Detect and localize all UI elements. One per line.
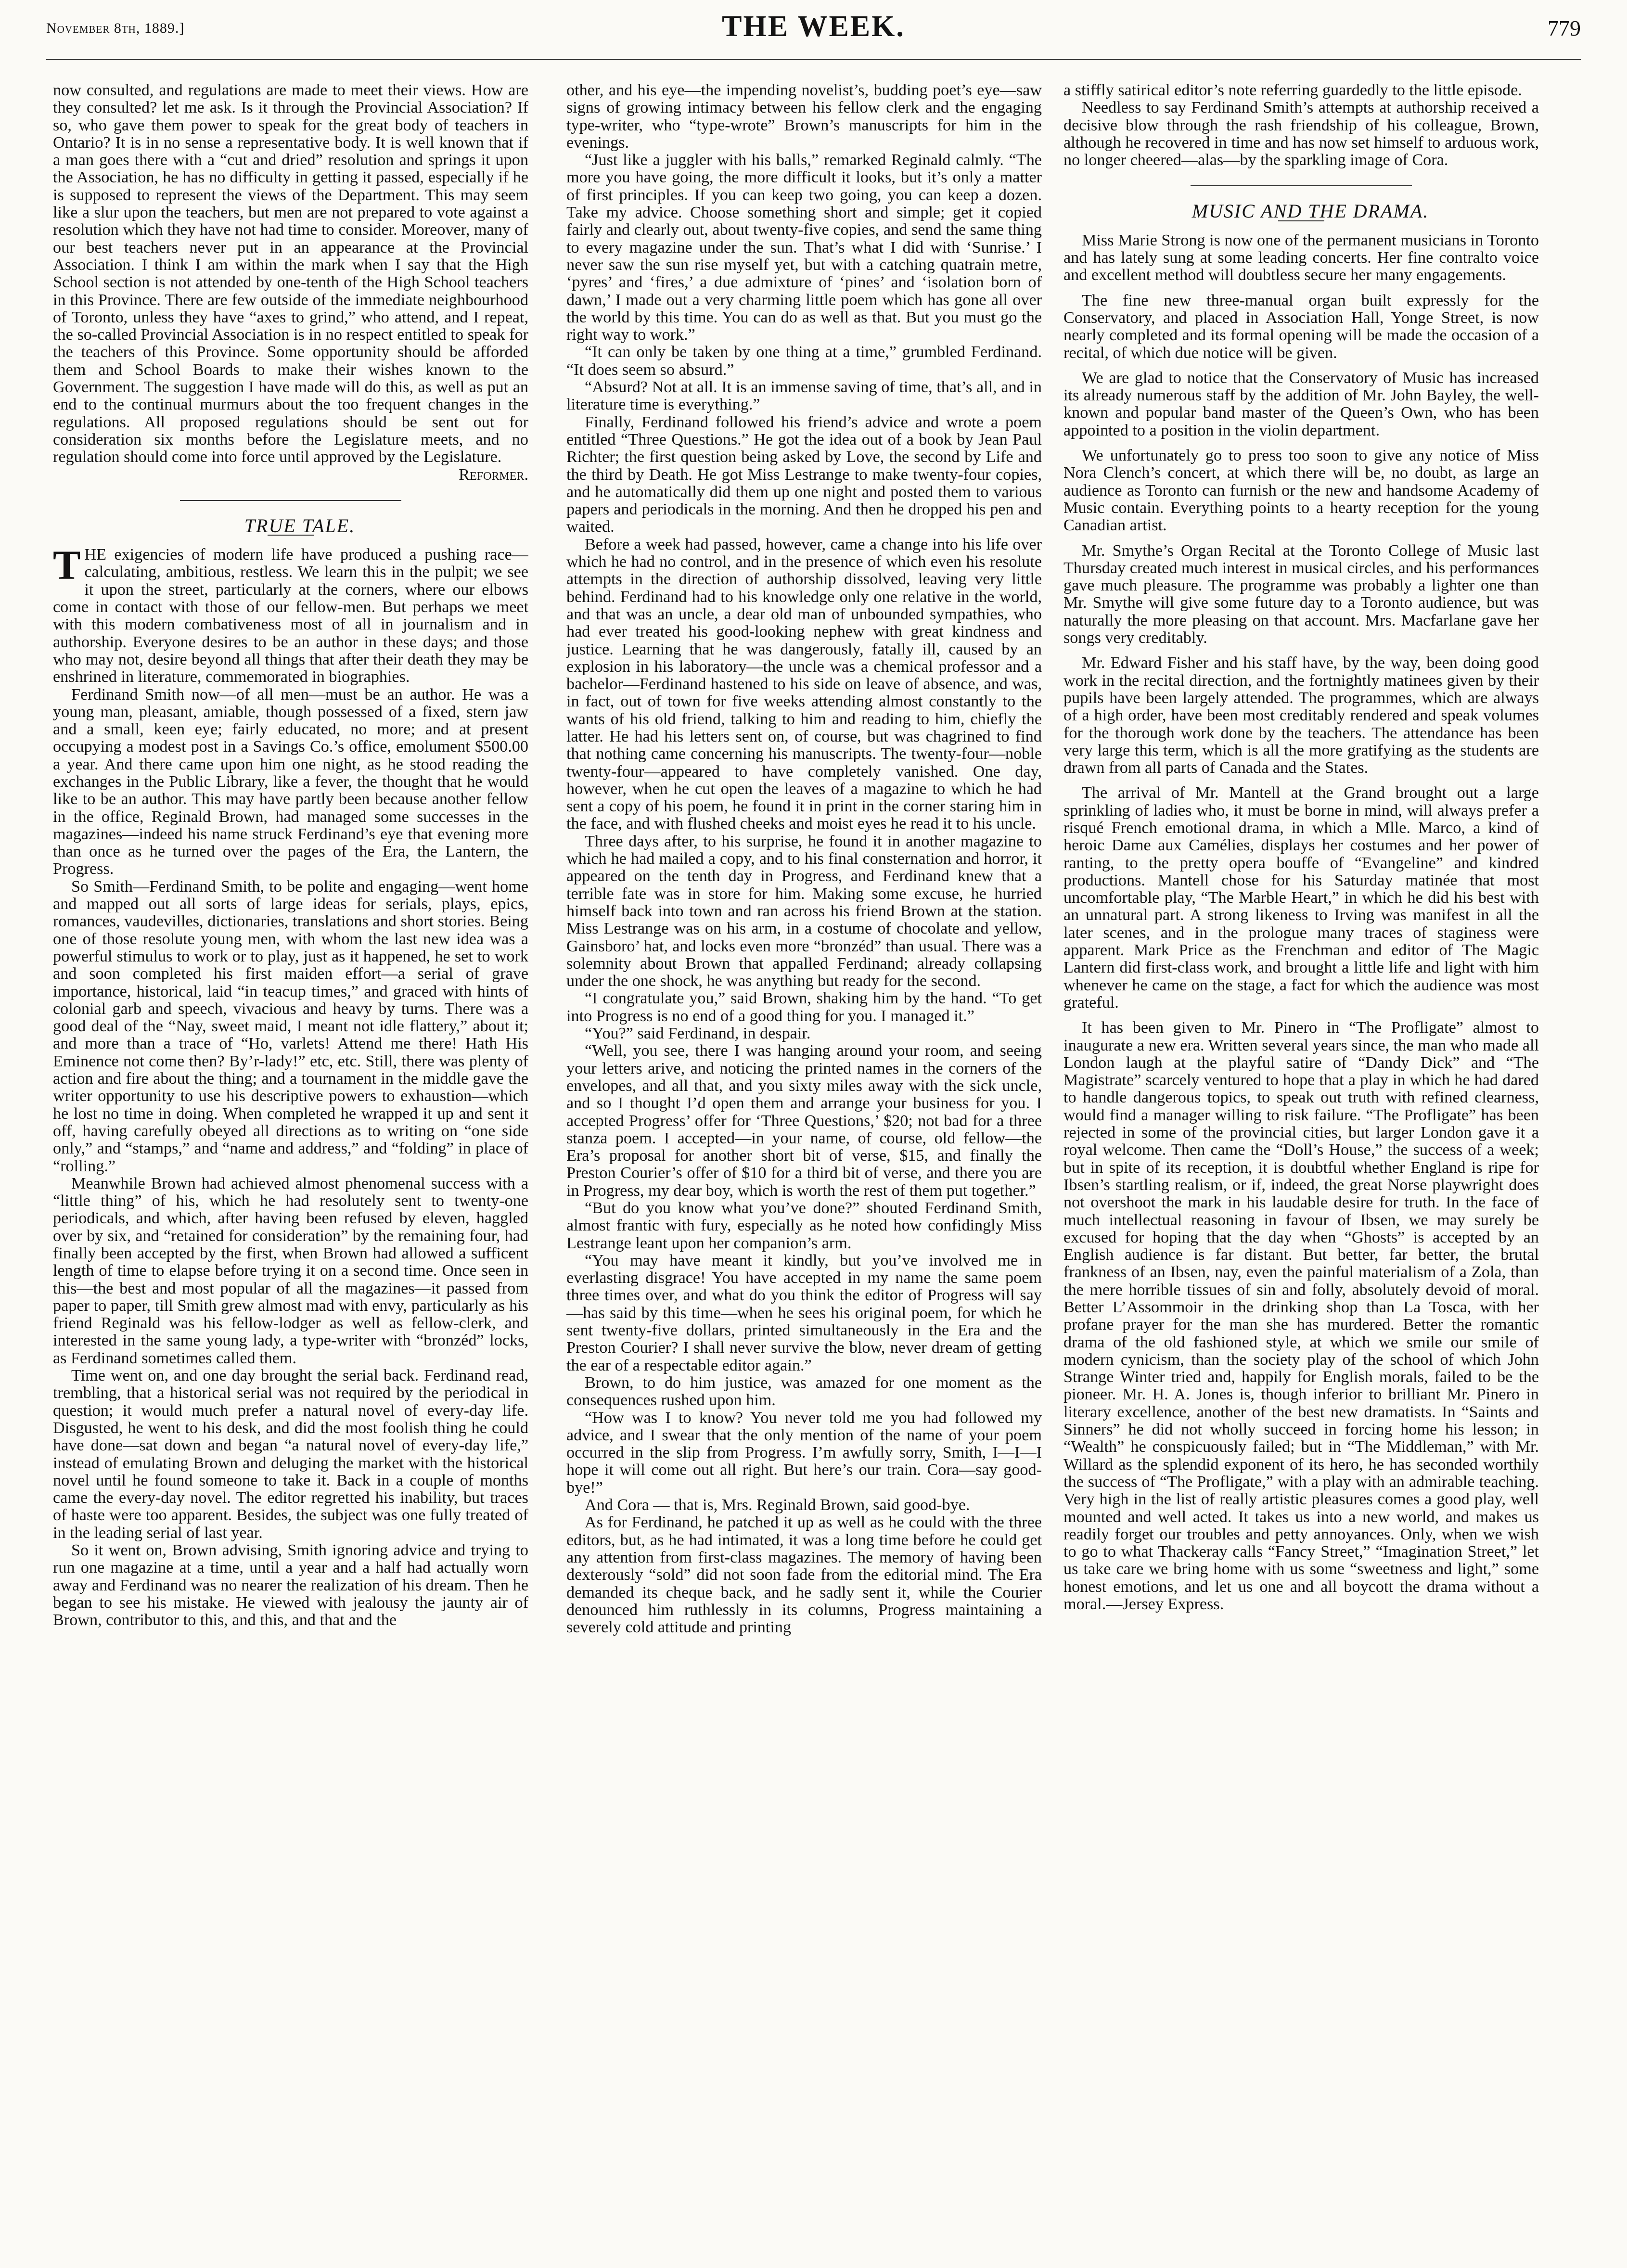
column-3 (1063, 82, 1539, 2238)
publication-title: THE WEEK. (722, 10, 905, 43)
story-paragraph: “You?” said Ferdinand, in despair. (585, 1025, 811, 1043)
letter-signature: Reformer. (459, 465, 528, 484)
drop-cap: T (53, 542, 81, 589)
masthead (46, 7, 1581, 51)
story-paragraph: “Just like a juggler with his balls,” remarked Reginald calmly. “The more you have going, the more difficult it looks, but it’s only a matter of first principles. If you can keep two going, you can keep a dozen. Take my advice. Choose something short and simple; get it copied fairly and clearly out, about twenty-five copies, and send the same thing to every magazine under the sun. That’s what I did with ‘Sunrise.’ I never saw the sun rise myself yet, but with a catching quatrain metre, ‘pyres’ and ‘fires,’ a due admixture of ‘pines’ and ‘isolation born of dawn,’ I made out a very charming little poem which has gone all over the world by this time. You can do as well as that. But you must go the right way to work.” (566, 151, 1042, 344)
story-paragraph: Needless to say Ferdinand Smith’s attempts at authorship received a decisive blow through the rash friendship of his colleague, Brown, although he recovered in time and has now set himself to arduous work, no longer cheered—alas—by the sparkling image of Cora. (1063, 99, 1539, 169)
masthead-rule (46, 58, 1581, 60)
story-paragraph: “It can only be taken by one thing at a time,” grumbled Ferdinand. “It does seem so absurd.” (566, 343, 1042, 379)
story-paragraph: As for Ferdinand, he patched it up as well as he could with the three editors, but, as he had intimated, it was a long time before he could get any attention from first-class magazines. The memory of having been dexterously “sold” did not soon fade from the editorial mind. The Era demanded its cheque back, and he sadly sent it, while the Courier denounced him ruthlessly in its columns, Progress maintaining a severely cold attitude and printing (566, 1513, 1042, 1637)
music-paragraph: We are glad to notice that the Conservatory of Music has increased its already numerous staff by the addition of Mr. John Bayley, the well-known and popular band master of the Queen’s Own, who has been appointed to a position in the violin department. (1063, 369, 1539, 439)
music-paragraph: We unfortunately go to press too soon to give any notice of Miss Nora Clench’s concert, at which there will be, no doubt, as large an audience as Toronto can furnish or the new and handsome Academy of Music contain. Everything points to a hearty reception for the young Canadian artist. (1063, 447, 1539, 535)
issue-date: November 8th, 1889.] (46, 20, 185, 36)
column-2 (566, 82, 1042, 2238)
story-paragraph: So it went on, Brown advising, Smith ignoring advice and trying to run one magazine at a time, until a year and a half had actually worn away and Ferdinand was no nearer the realization of his dream. Then he began to see his mistake. He viewed with jealousy the jaunty air of Brown, contributor to this, and this, and that and the (53, 1541, 528, 1629)
story-paragraph: other, and his eye—the impending novelist’s, budding poet’s eye—saw signs of growing intimacy between his fellow clerk and the engaging type-writer, who “type-wrote” Brown’s manuscripts for him in the evenings. (566, 82, 1042, 152)
section-title-music-drama: MUSIC AND THE DRAMA. (1191, 200, 1429, 222)
story-paragraph: “But do you know what you’ve done?” shouted Ferdinand Smith, almost frantic with fury, especially as he noted how confidingly Miss Lestrange leant upon her companion’s arm. (566, 1199, 1042, 1252)
story-paragraph: Brown, to do him justice, was amazed for one moment as the consequences rushed upon him. (566, 1373, 1042, 1409)
section-divider (1191, 185, 1412, 186)
section-divider (180, 500, 401, 501)
story-paragraph: Ferdinand Smith now—of all men—must be an author. He was a young man, pleasant, amiable, though possessed of a fixed, stern jaw and a small, keen eye; fairly educated, no more; and at present occupying a modest post in a Savings Co.’s office, emolument $500.00 a year. And there came upon him one night, as he stood reading the exchanges in the Public Library, like a fever, the thought that he would like to be an author. This may have partly been because another fellow in the office, Reginald Brown, had managed some successes in the magazines—indeed his name struck Ferdinand’s eye that evening more than once as he turned over the pages of the Era, the Lantern, the Progress. (53, 685, 528, 878)
music-paragraph: The fine new three-manual organ built expressly for the Conservatory, and placed in Association Hall, Yonge Street, is now nearly completed and its formal opening will be made the occasion of a recital, of which due notice will be given. (1063, 291, 1539, 362)
story-paragraph: “Absurd? Not at all. It is an immense saving of time, that’s all, and in literature time is everything.” (566, 378, 1042, 414)
story-paragraph: “How was I to know? You never told me you had followed my advice, and I swear that the only mention of the name of your poem occurred in the slip from Progress. I’m awfully sorry, Smith, I—I—I hope it will come out all right. But here’s our train. Cora—say good-bye!” (566, 1409, 1042, 1497)
story-paragraph: “I congratulate you,” said Brown, shaking him by the hand. “To get into Progress is no end of a good thing for you. I managed it.” (566, 989, 1042, 1025)
story-paragraph: Finally, Ferdinand followed his friend’s advice and wrote a poem entitled “Three Questions.” He got the idea out of a book by Jean Paul Richter; the first question being asked by Love, the second by Life and the third by Death. He got Miss Lestrange to make twenty-four copies, and he automatically did them up one night and posted them to various papers and periodicals in the morning. And then he dropped his pen and waited. (566, 413, 1042, 536)
story-paragraph: So Smith—Ferdinand Smith, to be polite and engaging—went home and mapped out all sorts of large ideas for serials, plays, epics, romances, vaudevilles, dictionaries, translations and short stories. Being one of those resolute young men, with whom the last new idea was a powerful stimulus to work or to play, just as it happened, he set to work and soon completed his first maiden effort—a serial of grave importance, historical, laid “in teacup times,” and graced with hints of colonial garb and speech, vivacious and heavy by turns. There was a good deal of the “Nay, sweet maid, I meant not idle flattery,” about it; and more than a trace of “Ho, varlets! Attend me there! Hath His Eminence not come then? By’r-lady!” etc, etc. Still, there was plenty of action and fire about the thing; and a tournament in the middle gave the writer opportunity to use his descriptive powers to exhaustion—which he lost no time in doing. When completed he wrapped it up and sent it off, having carefully obeyed all directions as to writing on “one side only,” and “stamps,” and “name and address,” and “folding” in place of “rolling.” (53, 877, 528, 1175)
story-paragraph: Three days after, to his surprise, he found it in another magazine to which he had mailed a copy, and to his final consternation and horror, it appeared on the tenth day in Progress, and Ferdinand knew that a terrible fate was in store for him. Making some excuse, he hurried himself back into town and ran across his friend Brown at the station. Miss Lestrange was on his arm, in a costume of chocolate and yellow, Gainsboro’ hat, and locks even more “bronzéd” than usual. There was a solemnity about Brown that appalled Ferdinand; already collapsing under the one shock, he was anything but ready for the second. (566, 832, 1042, 990)
story-paragraph (53, 542, 528, 686)
section-title-true-tale: TRUE TALE. (244, 514, 356, 537)
story-paragraph: “Well, you see, there I was hanging around your room, and seeing your letters arive, and noticing the printed names in the corners of the envelopes, and all that, and you sixty miles away with the sick uncle, and so I thought I’d open them and arrange your business for you. I accepted Progress’ offer for ‘Three Questions,’ $20; not bad for a three stanza poem. I accepted—in your name, of course, old fellow—the Era’s proposal for another short bit of verse, $15, and finally the Preston Courier’s offer of $10 for a third bit of verse, and there you are in Progress, my dear boy, which is worth the rest of them put together.” (566, 1042, 1042, 1200)
story-paragraph-text: HE exigencies of modern life have produced a pushing race—calculating, ambitious, restless. We learn this in the pulpit; we see it upon the street, particularly at the corners, where our elbows come in contact with those of our fellow-men. But perhaps we meet with this modern combativeness most of all in journalism and in authorship. Everyone desires to be an author in these days; and those who may not, desire beyond all things that after their death they may be enshrined in literature, commemorated in biographies. (53, 546, 528, 686)
story-paragraph: Before a week had passed, however, came a change into his life over which he had no control, and in the presence of which even his resolute attempts in the direction of authorship dissolved, leaving very little behind. Ferdinand had to his knowledge only one relative in the world, and that was an uncle, a dear old man of unbounded sympathies, who had ever treated his good-looking nephew with great kindness and justice. Learning that he was dangerously, fatally ill, caused by an explosion in his laboratory—the uncle was a chemical professor and a bachelor—Ferdinand hastened to his side on leave of absence, and was, in fact, out of town for five weeks attending almost constantly to the wants of his old friend, talking to him and reading to him, chiefly the latter. He had his letters sent on, of course, but was chagrined to find that nothing came concerning his manuscripts. The twenty-four—noble twenty-four—appeared to have completely vanished. One day, however, when he cut open the leaves of a magazine to which he had sent a copy of his poem, he found it in print in the corner staring him in the face, and with flushed cheeks and moist eyes he read it to his uncle. (566, 535, 1042, 833)
music-paragraph: It has been given to Mr. Pinero in “The Profligate” almost to inaugurate a new era. Written several years since, the man who made all London laugh at the playful satire of “Dandy Dick” and “The Magistrate” scarcely ventured to hope that a play in which he had dared to handle dangerous topics, to speak out truth with refined clearness, would find a manager willing to risk failure. “The Profligate” has been rejected in some of the provincial cities, but larger London gave it a royal welcome. Then came the “Doll’s House,” the success of a week; but in spite of its reception, it is doubtful whether England is ripe for Ibsen’s startling realism, or if, indeed, the great Norse playwright does not overshoot the mark in his laudable desire for truth. In the face of much intellectual reasoning in favour of Ibsen, we may surely be excused for hoping that the day when “Ghosts” is accepted by an English audience is far distant. But better, far better, the brutal frankness of an Ibsen, nay, even the painful materialism of a Zola, than the mere horrible tissues of sin and folly, absolutely devoid of moral. Better L’Assommoir in the drinking shop than La Tosca, with her profane prayer for the man she has murdered. Better the romantic drama of the old fashioned style, at which we smile our smile of modern cynicism, than the society play of the school of which John Strange Winter tried and, happily for English morals, failed to be the pioneer. Mr. H. A. Jones is, though inferior to brilliant Mr. Pinero in literary excellence, another of the best new dramatists. In “Saints and Sinners” he did not wholly succeed in forcing home his lesson; in “Wealth” he conspicuously failed; but in “The Middleman,” with Mr. Willard as the splendid exponent of its hero, he has seconded worthily the success of “The Profligate,” with a play with an admirable teaching. Very high in the list of really artistic pleasures comes a good play, well mounted and well acted. It takes us into a new world, and makes us readily forget our troubles and petty annoyances. Only, when we wish to go to what Thackeray calls “Fancy Street,” “Imagination Street,” let us take care we bring home with us some “sweetness and light,” some honest emotions, and let us one and all boycott the drama without a moral.—Jersey Express. (1063, 1019, 1539, 1614)
music-paragraph: Mr. Edward Fisher and his staff have, by the way, been doing good work in the recital direction, and the fortnightly matinees given by their pupils have been largely attended. The programmes, which are always of a high order, have been most creditably rendered and speak volumes for the thorough work done by the teachers. The attendance has been very large this term, which is all the more gratifying as the students are drawn from all parts of Canada and the States. (1063, 654, 1539, 777)
letter-paragraph: now consulted, and regulations are made to meet their views. How are they consulted? let me ask. Is it through the Provincial Association? If so, who gave them power to speak for the great body of teachers in Ontario? It is in no sense a representative body. It is well known that if a man goes there with a “cut and dried” resolution and springs it upon the Association, he has no difficulty in getting it passed, especially if he is supposed to represent the views of the Department. This may seem like a slur upon the teachers, but men are not prepared to vote against a resolution which they have not had time to consider. Moreover, many of our best teachers never put in an appearance at the Provincial Association. I think I am within the mark when I say that the High School section is not attended by one-tenth of the High School teachers in this Province. There are few outside of the immediate neighbourhood of Toronto, unless they have “axes to grind,” who attend, and I repeat, the so-called Provincial Association is in no respect entitled to speak for the teachers of this Province. Some opportunity should be afforded them and School Boards to make their wishes known to the Government. The suggestion I have made will do this, as well as put an end to the continual murmurs about the too frequent changes in the regulations. All proposed regulations should be sent out for consideration six months before the Legislature meets, and no regulation should come into force until approved by the Legislature. (53, 82, 528, 466)
music-paragraph: Mr. Smythe’s Organ Recital at the Toronto College of Music last Thursday created much interest in musical circles, and his performances gave much pleasure. The programme was probably a lighter one than Mr. Smythe will give some future day to a Toronto audience, but was naturally the more pleasing on that account. Mrs. Macfarlane gave her songs very creditably. (1063, 541, 1539, 647)
story-paragraph: And Cora — that is, Mrs. Reginald Brown, said good-bye. (585, 1496, 970, 1514)
story-paragraph: “You may have meant it kindly, but you’ve involved me in everlasting disgrace! You have accepted in my name the same poem three times over, and what do you think the editor of Progress will say—has said by this time—when he sees his original poem, for which he sent twenty-five dollars, printed simultaneously in the Era and the Preston Courier? I shall never survive the blow, never dream of getting the ear of a respectable editor again.” (566, 1251, 1042, 1374)
page-number: 779 (1548, 16, 1581, 40)
story-paragraph: a stiffly satirical editor’s note referring guardedly to the little episode. (1063, 82, 1522, 99)
music-paragraph: Miss Marie Strong is now one of the permanent musicians in Toronto and has lately sung at some leading concerts. Her fine contralto voice and excellent method will doubtless secure her many engagements. (1063, 231, 1539, 284)
column-1 (53, 82, 528, 2238)
music-paragraph: The arrival of Mr. Mantell at the Grand brought out a large sprinkling of ladies who, it must be borne in mind, will always prefer a risqué French emotional drama, in which a Mlle. Marco, a kind of heroic Dame aux Camélies, displays her costumes and her power of ranting, to the pretty opera bouffe of “Evangeline” and kindred productions. Mantell chose for his Saturday matinée that most uncomfortable play, “The Marble Heart,” in which he did his best with an unnatural part. A strong likeness to Irving was manifest in all the later scenes, and in the prologue many traces of staginess were apparent. Mark Price as the Frenchman and editor of The Magic Lantern did first-class work, and brought a little life and light with him whenever he came on the stage, a fact for which the audience was most grateful. (1063, 784, 1539, 1012)
story-paragraph: Meanwhile Brown had achieved almost phenomenal success with a “little thing” of his, which he had resolutely sent to twenty-one periodicals, and which, after having been refused by eleven, haggled over by six, and “retained for consideration” by the remaining four, had finally been accepted by the first, when Brown had allowed a sufficent length of time to elapse before trying it on a second time. Once seen in this—the best and most popular of all the magazines—it passed from paper to paper, till Smith grew almost mad with envy, particularly as his friend Reginald was his fellow-lodger as well as fellow-clerk, and interested in the same young lady, a type-writer with “bronzéd” locks, as Ferdinand sometimes called them. (53, 1174, 528, 1367)
story-paragraph: Time went on, and one day brought the serial back. Ferdinand read, trembling, that a historical serial was not required by the periodical in question; it would much prefer a natural novel of every-day life. Disgusted, he went to his desk, and did the most foolish thing he could have done—sat down and began “a natural novel of every-day life,” instead of emulating Brown and deluging the market with the historical novel until he found someone to take it. Back in a couple of months came the every-day novel. The editor regretted his inability, but traces of haste were too apparent. Besides, the subject was one fully treated of in the leading serial of last year. (53, 1367, 528, 1542)
